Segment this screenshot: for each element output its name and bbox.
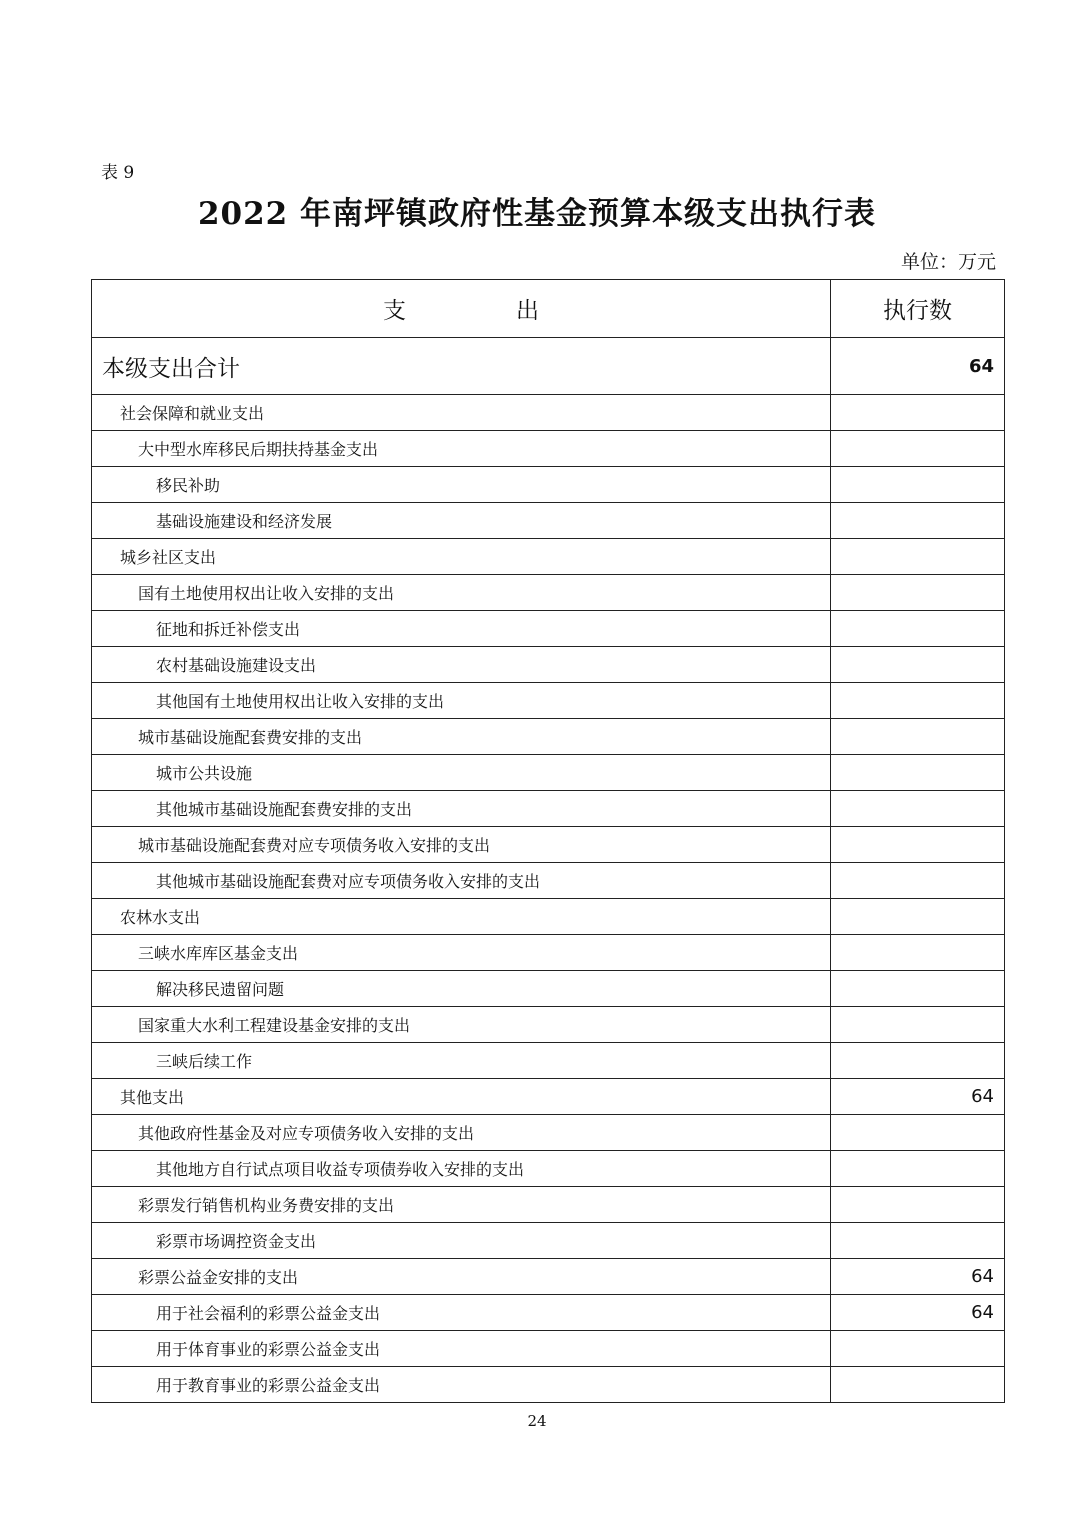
row-item-value bbox=[831, 1007, 1005, 1043]
table-row bbox=[92, 1115, 1005, 1151]
row-item-name: 彩票公益金安排的支出 bbox=[92, 1259, 831, 1295]
row-item-value bbox=[831, 575, 1005, 611]
row-item-name: 其他政府性基金及对应专项债务收入安排的支出 bbox=[92, 1115, 831, 1151]
row-item-name: 农林水支出 bbox=[92, 899, 831, 935]
row-item-name: 城市基础设施配套费安排的支出 bbox=[92, 719, 831, 755]
table-row bbox=[92, 503, 1005, 539]
total-value: 64 bbox=[831, 338, 1005, 395]
row-item-name: 城乡社区支出 bbox=[92, 539, 831, 575]
row-item-value bbox=[831, 719, 1005, 755]
row-item-value bbox=[831, 611, 1005, 647]
row-item-name: 彩票市场调控资金支出 bbox=[92, 1223, 831, 1259]
table-number: 表 9 bbox=[101, 163, 135, 183]
row-item-name: 其他支出 bbox=[92, 1079, 831, 1115]
row-item-name: 用于社会福利的彩票公益金支出 bbox=[92, 1295, 831, 1331]
row-item-name: 其他城市基础设施配套费对应专项债务收入安排的支出 bbox=[92, 863, 831, 899]
table-row bbox=[92, 863, 1005, 899]
table-row bbox=[92, 539, 1005, 575]
table-header-row bbox=[92, 280, 1005, 338]
total-label: 本级支出合计 bbox=[92, 338, 831, 395]
header-executed-amount: 执行数 bbox=[831, 280, 1005, 338]
page-title: 2022 年南坪镇政府性基金预算本级支出执行表 bbox=[197, 196, 877, 232]
row-item-name: 国家重大水利工程建设基金安排的支出 bbox=[92, 1007, 831, 1043]
table-row bbox=[92, 1151, 1005, 1187]
table-row bbox=[92, 1223, 1005, 1259]
table-row bbox=[92, 395, 1005, 431]
unit-label: 单位：万元 bbox=[900, 251, 996, 273]
row-item-name: 三峡水库库区基金支出 bbox=[92, 935, 831, 971]
table-row bbox=[92, 755, 1005, 791]
row-item-name: 彩票发行销售机构业务费安排的支出 bbox=[92, 1187, 831, 1223]
row-item-value bbox=[831, 683, 1005, 719]
table-row bbox=[92, 1079, 1005, 1115]
table-row bbox=[92, 683, 1005, 719]
row-item-name: 城市公共设施 bbox=[92, 755, 831, 791]
table-row bbox=[92, 467, 1005, 503]
row-item-name: 大中型水库移民后期扶持基金支出 bbox=[92, 431, 831, 467]
row-item-name: 国有土地使用权出让收入安排的支出 bbox=[92, 575, 831, 611]
row-item-value bbox=[831, 1151, 1005, 1187]
row-item-value bbox=[831, 1331, 1005, 1367]
table-row bbox=[92, 1007, 1005, 1043]
row-item-value bbox=[831, 467, 1005, 503]
row-item-name: 城市基础设施配套费对应专项债务收入安排的支出 bbox=[92, 827, 831, 863]
row-item-value bbox=[831, 755, 1005, 791]
row-item-value: 64 bbox=[831, 1259, 1005, 1295]
table-row bbox=[92, 935, 1005, 971]
row-item-name: 其他城市基础设施配套费安排的支出 bbox=[92, 791, 831, 827]
table-row bbox=[92, 791, 1005, 827]
row-item-name: 其他国有土地使用权出让收入安排的支出 bbox=[92, 683, 831, 719]
table-row bbox=[92, 719, 1005, 755]
row-item-name: 农村基础设施建设支出 bbox=[92, 647, 831, 683]
table-row bbox=[92, 899, 1005, 935]
row-item-value bbox=[831, 971, 1005, 1007]
row-item-value bbox=[831, 647, 1005, 683]
expenditure-table bbox=[91, 279, 1005, 1403]
table-row bbox=[92, 431, 1005, 467]
table-row bbox=[92, 971, 1005, 1007]
row-item-value: 64 bbox=[831, 1295, 1005, 1331]
table-row bbox=[92, 1187, 1005, 1223]
row-item-value bbox=[831, 395, 1005, 431]
row-item-value bbox=[831, 1223, 1005, 1259]
row-item-value bbox=[831, 1187, 1005, 1223]
table-row bbox=[92, 647, 1005, 683]
row-item-value bbox=[831, 1367, 1005, 1403]
table-row bbox=[92, 1367, 1005, 1403]
table-row bbox=[92, 1331, 1005, 1367]
table-row bbox=[92, 1043, 1005, 1079]
row-item-value bbox=[831, 827, 1005, 863]
row-item-value bbox=[831, 899, 1005, 935]
row-item-name: 三峡后续工作 bbox=[92, 1043, 831, 1079]
row-item-name: 基础设施建设和经济发展 bbox=[92, 503, 831, 539]
table-row bbox=[92, 575, 1005, 611]
row-item-name: 移民补助 bbox=[92, 467, 831, 503]
row-item-name: 征地和拆迁补偿支出 bbox=[92, 611, 831, 647]
row-item-value bbox=[831, 1115, 1005, 1151]
table-row bbox=[92, 1295, 1005, 1331]
row-item-name: 用于教育事业的彩票公益金支出 bbox=[92, 1367, 831, 1403]
row-item-name: 解决移民遗留问题 bbox=[92, 971, 831, 1007]
table-row bbox=[92, 611, 1005, 647]
page-number: 24 bbox=[527, 1412, 547, 1430]
row-item-name: 社会保障和就业支出 bbox=[92, 395, 831, 431]
table-row bbox=[92, 1259, 1005, 1295]
row-item-value bbox=[831, 1043, 1005, 1079]
row-item-value bbox=[831, 539, 1005, 575]
row-item-name: 用于体育事业的彩票公益金支出 bbox=[92, 1331, 831, 1367]
row-item-value: 64 bbox=[831, 1079, 1005, 1115]
row-item-value bbox=[831, 503, 1005, 539]
table-row bbox=[92, 827, 1005, 863]
row-item-name: 其他地方自行试点项目收益专项债券收入安排的支出 bbox=[92, 1151, 831, 1187]
total-row bbox=[92, 338, 1005, 395]
row-item-value bbox=[831, 863, 1005, 899]
header-expenditure: 支 出 bbox=[92, 280, 831, 338]
row-item-value bbox=[831, 935, 1005, 971]
row-item-value bbox=[831, 431, 1005, 467]
row-item-value bbox=[831, 791, 1005, 827]
